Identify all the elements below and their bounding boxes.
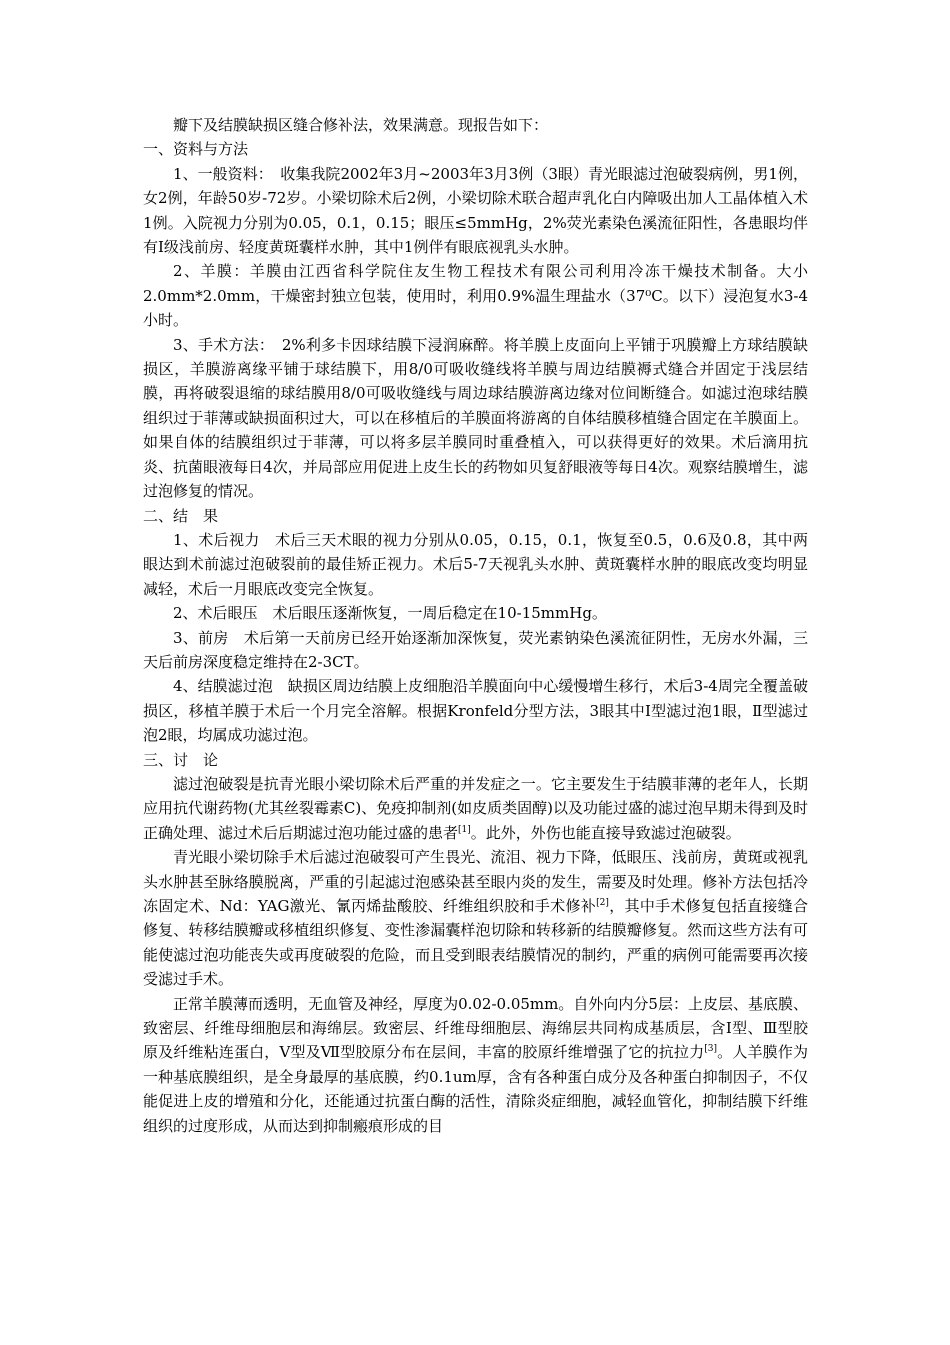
paragraph-text: 滤过泡破裂是抗青光眼小梁切除术后严重的并发症之一。它主要发生于结膜菲薄的老年人，长期应用抗代谢药物(尤其丝裂霉素C)、免疫抑制剂(如皮质类固醇)以及功能过盛的滤过泡早期未得到及时正确处理、滤过术后后期滤过泡功能过盛的患者 — [143, 774, 808, 842]
paragraph-postop-iop: 2、术后眼压 术后眼压逐渐恢复，一周后稳定在10-15mmHg。 — [173, 604, 607, 623]
paragraph-text: 正常羊膜薄而透明，无血管及神经，厚度为0.02-0.05mm。自外向内分5层：上皮层、基底膜、致密层、纤维母细胞层和海绵层。致密层、纤维母细胞层、海绵层共同构成基质层，含Ⅰ型、Ⅲ型胶原及纤维粘连蛋白，Ⅴ型及Ⅶ型胶原分布在层间，丰富的胶原纤维增强了它的抗拉力 — [143, 994, 808, 1062]
paragraph-discussion-1 — [143, 772, 808, 845]
paragraph-text: 青光眼小梁切除手术后滤过泡破裂可产生畏光、流泪、视力下降，低眼压、浅前房，黄斑或视乳头水肿甚至脉络膜脱离，严重的引起滤过泡感染甚至眼内炎的发生，需要及时处理。修补方法包括冷冻固定术、Nd：YAG激光、氰丙烯盐酸胶、纤维组织胶和手术修补 — [143, 848, 808, 915]
paragraph-discussion-2 — [143, 845, 808, 991]
paragraph-tail: ，其中手术修复包括直接缝合修复、转移结膜瓣或移植组织修复、变性渗漏囊样泡切除和转移新的结膜瓣修复。然而这些方法有可能使滤过泡功能丧失或再度破裂的危险，而且受到眼表结膜情况的制约，严重的病例可能需要再次接受滤过手术。 — [143, 897, 808, 989]
citation-ref: [2] — [596, 898, 609, 908]
article-body — [143, 113, 808, 1138]
paragraph-filtering-bleb: 4、结膜滤过泡 缺损区周边结膜上皮细胞沿羊膜面向中心缓慢增生移行，术后3-4周完全覆盖破损区，移植羊膜于术后一个月完全溶解。根据Kronfeld分型方法，3眼其中Ⅰ型滤过泡1眼，Ⅱ型滤过泡2眼，均属成功滤过泡。 — [143, 677, 808, 745]
paragraph-tail: 。人羊膜作为一种基底膜组织，是全身最厚的基底膜，约0.1um厚，含有各种蛋白成分及各种蛋白抑制因子，不仅能促进上皮的增殖和分化，还能通过抗蛋白酶的活性，清除炎症细胞，减轻血管化，抑制结膜下纤维组织的过度形成，从而达到抑制瘢痕形成的目 — [143, 1043, 808, 1135]
paragraph-amniotic-membrane: 2、羊膜：羊膜由江西省科学院住友生物工程技术有限公司利用冷冻干燥技术制备。大小2.0mm*2.0mm，干燥密封独立包装，使用时，利用0.9%温生理盐水（37⁰C。以下）浸泡复水3-4小时。 — [143, 262, 808, 330]
intro-paragraph: 瓣下及结膜缺损区缝合修补法，效果满意。现报告如下： — [173, 116, 549, 134]
paragraph-surgical-method: 3、手术方法： 2%利多卡因球结膜下浸润麻醉。将羊膜上皮面向上平铺于巩膜瓣上方球结膜缺损区，羊膜游离缘平铺于球结膜下，用8/0可吸收缝线将羊膜与周边结膜褥式缝合并固定于浅层结膜，再将破裂退缩的球结膜用8/0可吸收缝线与周边球结膜游离边缘对位间断缝合。如滤过泡球结膜组织过于菲薄或缺损面积过大，可以在移植后的羊膜面将游离的自体结膜移植缝合固定在羊膜面上。如果自体的结膜组织过于菲薄，可以将多层羊膜同时重叠植入，可以获得更好的效果。术后滴用抗炎、抗菌眼液每日4次，并局部应用促进上皮生长的药物如贝复舒眼液等每日4次。观察结膜增生，滤过泡修复的情况。 — [143, 335, 808, 501]
paragraph-discussion-3 — [143, 992, 808, 1138]
paragraph-tail: 。此外，外伤也能直接导致滤过泡破裂。 — [470, 823, 741, 842]
paragraph-anterior-chamber: 3、前房 术后第一天前房已经开始逐渐加深恢复，荧光素钠染色溪流征阴性，无房水外漏，三天后前房深度稳定维持在2-3CT。 — [143, 628, 808, 671]
section-heading-discussion: 三、讨 论 — [143, 750, 219, 769]
section-heading-methods: 一、资料与方法 — [143, 140, 249, 159]
paragraph-postop-vision: 1、术后视力 术后三天术眼的视力分别从0.05，0.15，0.1，恢复至0.5，0.6及0.8，其中两眼达到术前滤过泡破裂前的最佳矫正视力。术后5-7天视乳头水肿、黄斑囊样水肿的眼底改变均明显减轻，术后一月眼底改变完全恢复。 — [143, 530, 808, 598]
paragraph-general-data: 1、一般资料： 收集我院2002年3月~2003年3月3例（3眼）青光眼滤过泡破裂病例，男1例，女2例，年龄50岁-72岁。小梁切除术后2例，小梁切除术联合超声乳化白内障吸出加人工晶体植入术1例。入院视力分别为0.05，0.1，0.15；眼压≤5mmHg，2%荧光素染色溪流征阳性，各患眼均伴有Ⅰ级浅前房、轻度黄斑囊样水肿，其中1例伴有眼底视乳头水肿。 — [143, 164, 808, 257]
section-heading-results: 二、结 果 — [143, 506, 219, 525]
citation-ref: [1] — [458, 824, 471, 835]
citation-ref: [3] — [704, 1044, 717, 1055]
